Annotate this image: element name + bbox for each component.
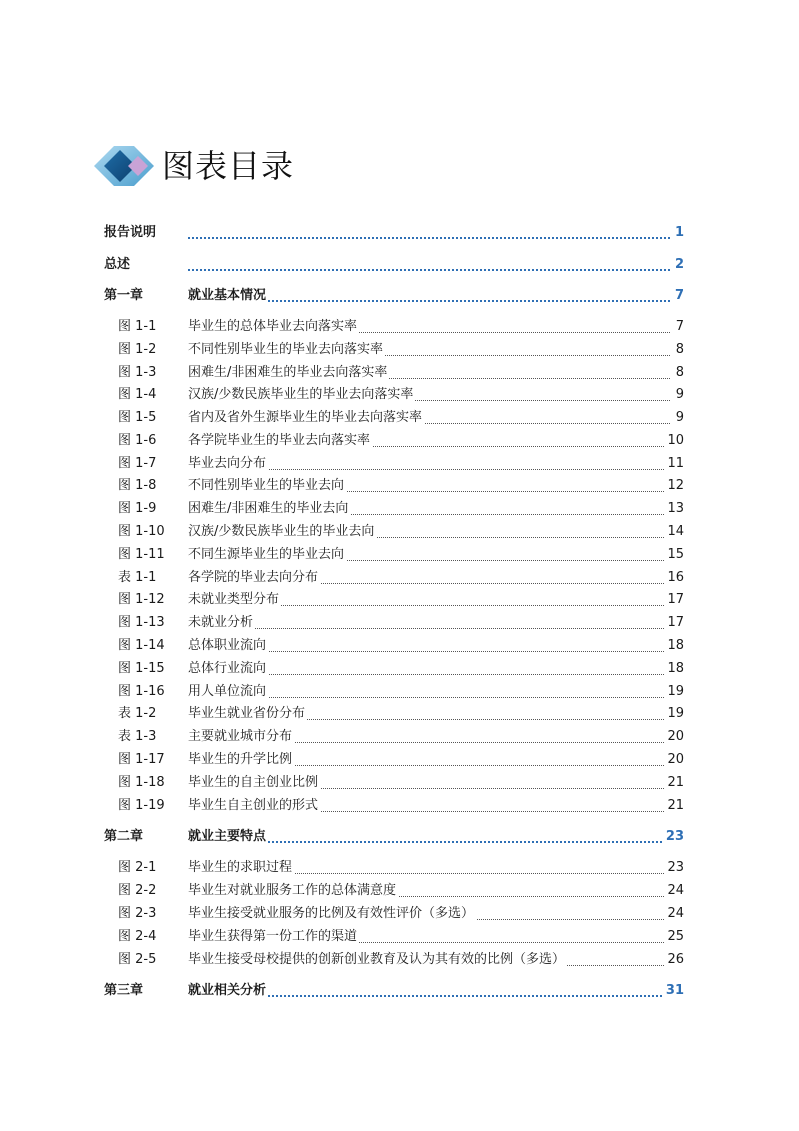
toc-entry-row[interactable] bbox=[104, 430, 684, 452]
toc-entry-number: 图 1-6 bbox=[118, 433, 157, 448]
toc-chapter-row[interactable] bbox=[104, 254, 684, 276]
toc-entry-number: 图 2-4 bbox=[118, 929, 157, 944]
toc-entry-title: 毕业生的自主创业比例 bbox=[188, 772, 320, 794]
toc-entry-row[interactable] bbox=[104, 589, 684, 611]
toc-chapter-row[interactable] bbox=[104, 222, 684, 244]
toc-entry-title: 各学院毕业生的毕业去向落实率 bbox=[188, 430, 372, 452]
toc-entry-number: 图 2-2 bbox=[118, 883, 157, 898]
toc-entry-title: 毕业生获得第一份工作的渠道 bbox=[188, 926, 359, 948]
toc-entry-number: 第二章 bbox=[104, 829, 144, 844]
toc-page-number: 7 bbox=[670, 285, 684, 307]
toc-entry-number: 图 1-7 bbox=[118, 456, 157, 471]
toc-entry-row[interactable] bbox=[104, 880, 684, 902]
toc-page-number: 24 bbox=[665, 903, 684, 925]
toc-entry-row[interactable] bbox=[104, 635, 684, 657]
toc-entry-title: 困难生/非困难生的毕业去向落实率 bbox=[188, 362, 389, 384]
toc-page-number: 12 bbox=[665, 475, 684, 497]
toc-page-number: 23 bbox=[664, 826, 684, 848]
toc-page-number: 9 bbox=[670, 407, 684, 429]
toc-entry-title: 汉族/少数民族毕业生的毕业去向 bbox=[188, 521, 376, 543]
toc-page-number: 17 bbox=[665, 612, 684, 634]
toc-entry-number: 表 1-1 bbox=[118, 570, 157, 585]
toc-page-number: 7 bbox=[670, 316, 684, 338]
toc-entry-number: 第三章 bbox=[104, 983, 144, 998]
toc-entry-row[interactable] bbox=[104, 475, 684, 497]
toc-entry-number: 图 1-3 bbox=[118, 365, 157, 380]
toc-entry-number: 图 1-4 bbox=[118, 387, 157, 402]
toc-chapter-row[interactable] bbox=[104, 285, 684, 307]
toc-page-number: 11 bbox=[665, 453, 684, 475]
toc-entry-row[interactable] bbox=[104, 316, 684, 338]
toc-entry-title: 就业基本情况 bbox=[188, 285, 268, 307]
toc-page-number: 21 bbox=[665, 772, 684, 794]
toc-page-number: 19 bbox=[665, 703, 684, 725]
toc-page-number: 19 bbox=[665, 681, 684, 703]
toc-entry-number: 图 1-2 bbox=[118, 342, 157, 357]
toc-entry-title: 不同生源毕业生的毕业去向 bbox=[188, 544, 346, 566]
toc-entry-title: 毕业生就业省份分布 bbox=[188, 703, 307, 725]
toc-entry-title: 总体职业流向 bbox=[188, 635, 268, 657]
toc-entry-row[interactable] bbox=[104, 749, 684, 771]
toc-entry-row[interactable] bbox=[104, 498, 684, 520]
dot-leader bbox=[188, 628, 670, 629]
toc-entry-title: 不同性别毕业生的毕业去向落实率 bbox=[188, 339, 385, 361]
toc-entry-title: 汉族/少数民族毕业生的毕业去向落实率 bbox=[188, 384, 415, 406]
toc-page-number: 16 bbox=[665, 567, 684, 589]
toc-entry-row[interactable] bbox=[104, 544, 684, 566]
toc-entry-title: 就业相关分析 bbox=[188, 980, 268, 1002]
toc-entry-row[interactable] bbox=[104, 857, 684, 879]
diamond-logo-icon bbox=[90, 142, 160, 190]
toc-entry-row[interactable] bbox=[104, 521, 684, 543]
toc-entry-number: 图 1-12 bbox=[118, 592, 165, 607]
toc-entry-title: 省内及省外生源毕业生的毕业去向落实率 bbox=[188, 407, 424, 429]
toc-page-number: 2 bbox=[670, 254, 684, 276]
toc-page-number: 24 bbox=[665, 880, 684, 902]
toc-entry-number: 图 1-14 bbox=[118, 638, 165, 653]
toc-entry-row[interactable] bbox=[104, 949, 684, 971]
toc-entry-row[interactable] bbox=[104, 903, 684, 925]
toc-entry-row[interactable] bbox=[104, 658, 684, 680]
toc-page-number: 26 bbox=[665, 949, 684, 971]
toc-entry-row[interactable] bbox=[104, 772, 684, 794]
dot-leader bbox=[188, 269, 670, 271]
toc-page-number: 23 bbox=[665, 857, 684, 879]
toc-entry-row[interactable] bbox=[104, 339, 684, 361]
toc-entry-row[interactable] bbox=[104, 453, 684, 475]
toc-page-number: 8 bbox=[670, 339, 684, 361]
toc-entry-number: 图 1-1 bbox=[118, 319, 157, 334]
toc-chapter-row[interactable] bbox=[104, 980, 684, 1002]
toc-entry-number: 图 1-9 bbox=[118, 501, 157, 516]
toc-entry-title: 用人单位流向 bbox=[188, 681, 268, 703]
toc-entry-number: 图 1-19 bbox=[118, 798, 165, 813]
toc-page-number: 14 bbox=[665, 521, 684, 543]
toc-entry-title: 未就业分析 bbox=[188, 612, 255, 634]
toc-page-number: 8 bbox=[670, 362, 684, 384]
toc-entry-row[interactable] bbox=[104, 384, 684, 406]
toc-page-number: 18 bbox=[665, 635, 684, 657]
toc-entry-number: 图 1-5 bbox=[118, 410, 157, 425]
toc-page-number: 1 bbox=[670, 222, 684, 244]
toc-page-number: 13 bbox=[665, 498, 684, 520]
toc-entry-row[interactable] bbox=[104, 362, 684, 384]
toc-entry-number: 总述 bbox=[104, 257, 131, 272]
toc-page-number: 18 bbox=[665, 658, 684, 680]
toc-entry-row[interactable] bbox=[104, 795, 684, 817]
toc-entry-number: 表 1-3 bbox=[118, 729, 157, 744]
toc-entry-number: 图 1-11 bbox=[118, 547, 165, 562]
toc-entry-number: 图 1-8 bbox=[118, 478, 157, 493]
toc-entry-number: 第一章 bbox=[104, 288, 144, 303]
toc-entry-row[interactable] bbox=[104, 726, 684, 748]
toc-entry-title: 毕业去向分布 bbox=[188, 453, 268, 475]
toc-page-number: 31 bbox=[664, 980, 684, 1002]
toc-entry-title: 毕业生对就业服务工作的总体满意度 bbox=[188, 880, 398, 902]
toc-entry-number: 图 1-17 bbox=[118, 752, 165, 767]
toc-page-number: 10 bbox=[665, 430, 684, 452]
toc-entry-row[interactable] bbox=[104, 407, 684, 429]
toc-entry-row[interactable] bbox=[104, 926, 684, 948]
toc-entry-title: 就业主要特点 bbox=[188, 826, 268, 848]
toc-entry-number: 图 1-18 bbox=[118, 775, 165, 790]
toc-page-number: 15 bbox=[665, 544, 684, 566]
toc-chapter-row[interactable] bbox=[104, 826, 684, 848]
toc-entry-title: 毕业生的求职过程 bbox=[188, 857, 294, 879]
toc-entry-number: 图 1-15 bbox=[118, 661, 165, 676]
toc-entry-title: 毕业生接受母校提供的创新创业教育及认为其有效的比例（多选） bbox=[188, 949, 567, 971]
toc-entry-row[interactable] bbox=[104, 703, 684, 725]
toc-entry-row[interactable] bbox=[104, 612, 684, 634]
toc-entry-title: 毕业生自主创业的形式 bbox=[188, 795, 320, 817]
toc-entry-title: 毕业生的升学比例 bbox=[188, 749, 294, 771]
toc-entry-number: 图 2-1 bbox=[118, 860, 157, 875]
dot-leader bbox=[188, 237, 670, 239]
toc-entry-number: 报告说明 bbox=[104, 225, 157, 240]
toc-entry-title: 未就业类型分布 bbox=[188, 589, 281, 611]
toc-entry-number: 图 2-5 bbox=[118, 952, 157, 967]
toc-page-number: 9 bbox=[670, 384, 684, 406]
toc-entry-title: 毕业生的总体毕业去向落实率 bbox=[188, 316, 359, 338]
toc-entry-title: 主要就业城市分布 bbox=[188, 726, 294, 748]
toc-entry-number: 图 2-3 bbox=[118, 906, 157, 921]
toc-entry-title: 毕业生接受就业服务的比例及有效性评价（多选） bbox=[188, 903, 476, 925]
toc-entry-title: 不同性别毕业生的毕业去向 bbox=[188, 475, 346, 497]
toc-entry-number: 图 1-16 bbox=[118, 684, 165, 699]
title-block bbox=[90, 142, 410, 190]
toc-entry-row[interactable] bbox=[104, 567, 684, 589]
toc-entry-title: 困难生/非困难生的毕业去向 bbox=[188, 498, 350, 520]
toc-entry-number: 图 1-13 bbox=[118, 615, 165, 630]
toc-page-number: 20 bbox=[665, 726, 684, 748]
toc-entry-number: 表 1-2 bbox=[118, 706, 157, 721]
toc-entry-title: 总体行业流向 bbox=[188, 658, 268, 680]
toc-page-number: 17 bbox=[665, 589, 684, 611]
toc-entry-title: 各学院的毕业去向分布 bbox=[188, 567, 320, 589]
toc-page-number: 21 bbox=[665, 795, 684, 817]
toc-page-number: 25 bbox=[665, 926, 684, 948]
toc-entry-number: 图 1-10 bbox=[118, 524, 165, 539]
toc-entry-row[interactable] bbox=[104, 681, 684, 703]
page-title: 图表目录 bbox=[162, 147, 295, 185]
toc-page-number: 20 bbox=[665, 749, 684, 771]
